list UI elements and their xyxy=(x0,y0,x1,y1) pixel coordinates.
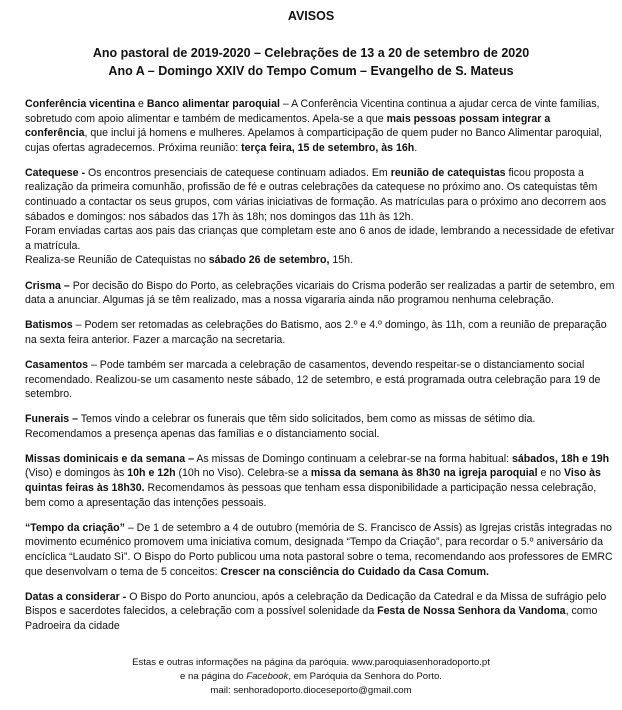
bold-run: Catequese - xyxy=(25,166,86,179)
text-run: Temos vindo a celebrar os funerais que têm sido solicitados, bem como as missas de sétimo dia. Recomendamos a presença apenas das famílias e o distanciamento social. xyxy=(25,413,536,440)
text-run: As missas de Domingo continuam a celebrar-se na forma habitual: xyxy=(194,452,512,465)
text-run: 15h. xyxy=(329,254,354,267)
text-run: Por decisão do Bispo do Porto, as celebrações vicariais do Crisma poderão ser realizadas a partir de setembro, em data a anunciar. Algumas já se têm realizado, mas a nossa vigararia ainda não programou nenhuma celebração. xyxy=(25,279,615,307)
text-run: , que inclui já homens e mulheres. Apelamos à comparticipação de quem puder no Banco Alimentar paroquial, cujas ofertas agradecemos. Próxima reunião: xyxy=(25,127,603,154)
section-batismos xyxy=(25,318,615,347)
page-title: AVISOS xyxy=(287,9,335,23)
footer-email-line[interactable]: mail: senhoradoporto.dioceseporto@gmail.com xyxy=(210,685,412,697)
section-missas xyxy=(25,452,615,510)
bold-run: Viso às quintas feiras às 18h30. xyxy=(25,467,601,495)
facebook-label[interactable]: Facebook xyxy=(246,671,289,683)
subtitle xyxy=(0,44,622,80)
text-run: e no xyxy=(537,467,565,480)
text-run: Os encontros presenciais de catequese continuam adiados. Em xyxy=(85,166,391,179)
section-casamentos xyxy=(25,358,615,402)
bold-run: terça feira, 15 de setembro, às 16h xyxy=(241,141,415,154)
section-tempo-criacao xyxy=(25,521,615,579)
text-run: , como Padroeira da cidade xyxy=(25,605,598,632)
bold-run: sábados, 18h e 19h xyxy=(511,452,610,465)
subtitle-line-1: Ano pastoral de 2019-2020 – Celebrações de 13 a 20 de setembro de 2020 xyxy=(92,46,530,60)
text-run: O Bispo do Porto anunciou, após a celebração da Dedicação da Catedral e da Missa de sufrágio pelo Bispos e sacerdotes falecidos, a celebração com a possível solenidade da xyxy=(25,590,607,618)
text-run: Realiza-se Reunião de Catequistas no xyxy=(25,254,209,267)
bold-run: reunião de catequistas xyxy=(390,166,506,179)
bold-run: Funerais – xyxy=(25,413,78,426)
bold-run: Festa de Nossa Senhora da Vandoma xyxy=(377,605,566,618)
text-run: – Pode também ser marcada a celebração de casamentos, devendo respeitar-se o distanciamento social recomendado. Realizou-se um casamento neste sábado, 12 de setembro, e está programada outra celebração para 19 de setembro. xyxy=(25,358,601,401)
text-run: ficou proposta a realização da primeira comunhão, profissão de fé e outras celebrações da catequese no próximo ano. Os catequistas têm continuado a contactar os seus grupos, com várias iniciativas de formação. As matrículas para o próximo ano decorrem aos sábados e domingos: nos sábados das 17h às 18h; nos domingos das 11h às 12h. xyxy=(25,166,607,223)
bold-run: sábado 26 de setembro, xyxy=(208,254,330,267)
text-run: (Viso) e domingos às xyxy=(25,467,128,480)
section-datas xyxy=(25,590,615,634)
footer xyxy=(0,656,622,699)
subtitle-line-2: Ano A – Domingo XXIV do Tempo Comum – Evangelho de S. Mateus xyxy=(108,64,514,78)
bold-run: Banco alimentar paroquial xyxy=(146,98,280,110)
text-run: e xyxy=(135,98,147,110)
bold-run: Batismos xyxy=(25,319,73,332)
announcements-body xyxy=(25,97,615,644)
section-funerais xyxy=(25,412,615,441)
text-run: – De 1 de setembro a 4 de outubro (memória de S. Francisco de Assis) as Igrejas cristãs integradas no movimento ecuménico promovem uma iniciativa comum, designada “Tempo da Criação”, para recordar o 5.º aniversário da encíclica “Laudato Sì”. O Bispo do Porto publicou uma nota pastoral sobre o tema, recomendando aos professores de EMRC que desenvolvam o tema de 5 conceitos: xyxy=(25,521,613,578)
footer-facebook-pre: e na página do xyxy=(180,671,247,683)
section-catequese xyxy=(25,166,615,268)
footer-facebook-line xyxy=(0,670,622,684)
bold-run: 10h e 12h xyxy=(127,467,176,480)
text-run: – Podem ser retomadas as celebrações do Batismo, aos 2.º e 4.º domingo, às 11h, com a reunião de preparação na sexta feira anterior. Fazer a marcação na secretaria. xyxy=(25,319,607,346)
section-conferencia xyxy=(25,97,615,155)
text-run: Recomendamos às pessoas que tenham essa disponibilidade a participação nessa celebração, bem como a apresentação das intenções pessoais. xyxy=(25,482,597,509)
text-run: (10h no Viso). Celebra-se a xyxy=(175,467,311,480)
footer-website-line[interactable]: Estas e outras informações na página da paróquia. www.paroquiasenhoradoporto.pt xyxy=(132,657,490,668)
footer-facebook-post: , em Paróquia da Senhora do Porto. xyxy=(288,671,442,683)
bold-run: missa da semana às 8h30 na igreja paroquial xyxy=(310,467,538,480)
text-run: . xyxy=(414,141,418,154)
bold-run: Crisma – xyxy=(25,279,70,292)
text-run: Foram enviadas cartas aos pais das crianças que completam este ano 6 anos de idade, lembrando a necessidade de efetivar a matrícula. xyxy=(25,225,615,252)
bold-run: Casamentos xyxy=(25,358,88,371)
bold-run: Datas a considerar - xyxy=(25,590,127,603)
text-run: – A Conferência Vicentina continua a ajudar cerca de vinte famílias, sobretudo com apoio alimentar e também de medicamentos. Apela-se a que xyxy=(25,98,600,125)
bold-run: Crescer na consciência do Cuidado da Casa Comum. xyxy=(220,565,489,578)
bold-run: Conferência vicentina xyxy=(25,98,136,110)
bold-run: Missas dominicais e da semana – xyxy=(25,452,194,465)
bold-run: “Tempo da criação” xyxy=(25,521,125,534)
bold-run: mais pessoas possam integrar a conferência xyxy=(25,112,551,140)
section-crisma xyxy=(25,279,615,308)
